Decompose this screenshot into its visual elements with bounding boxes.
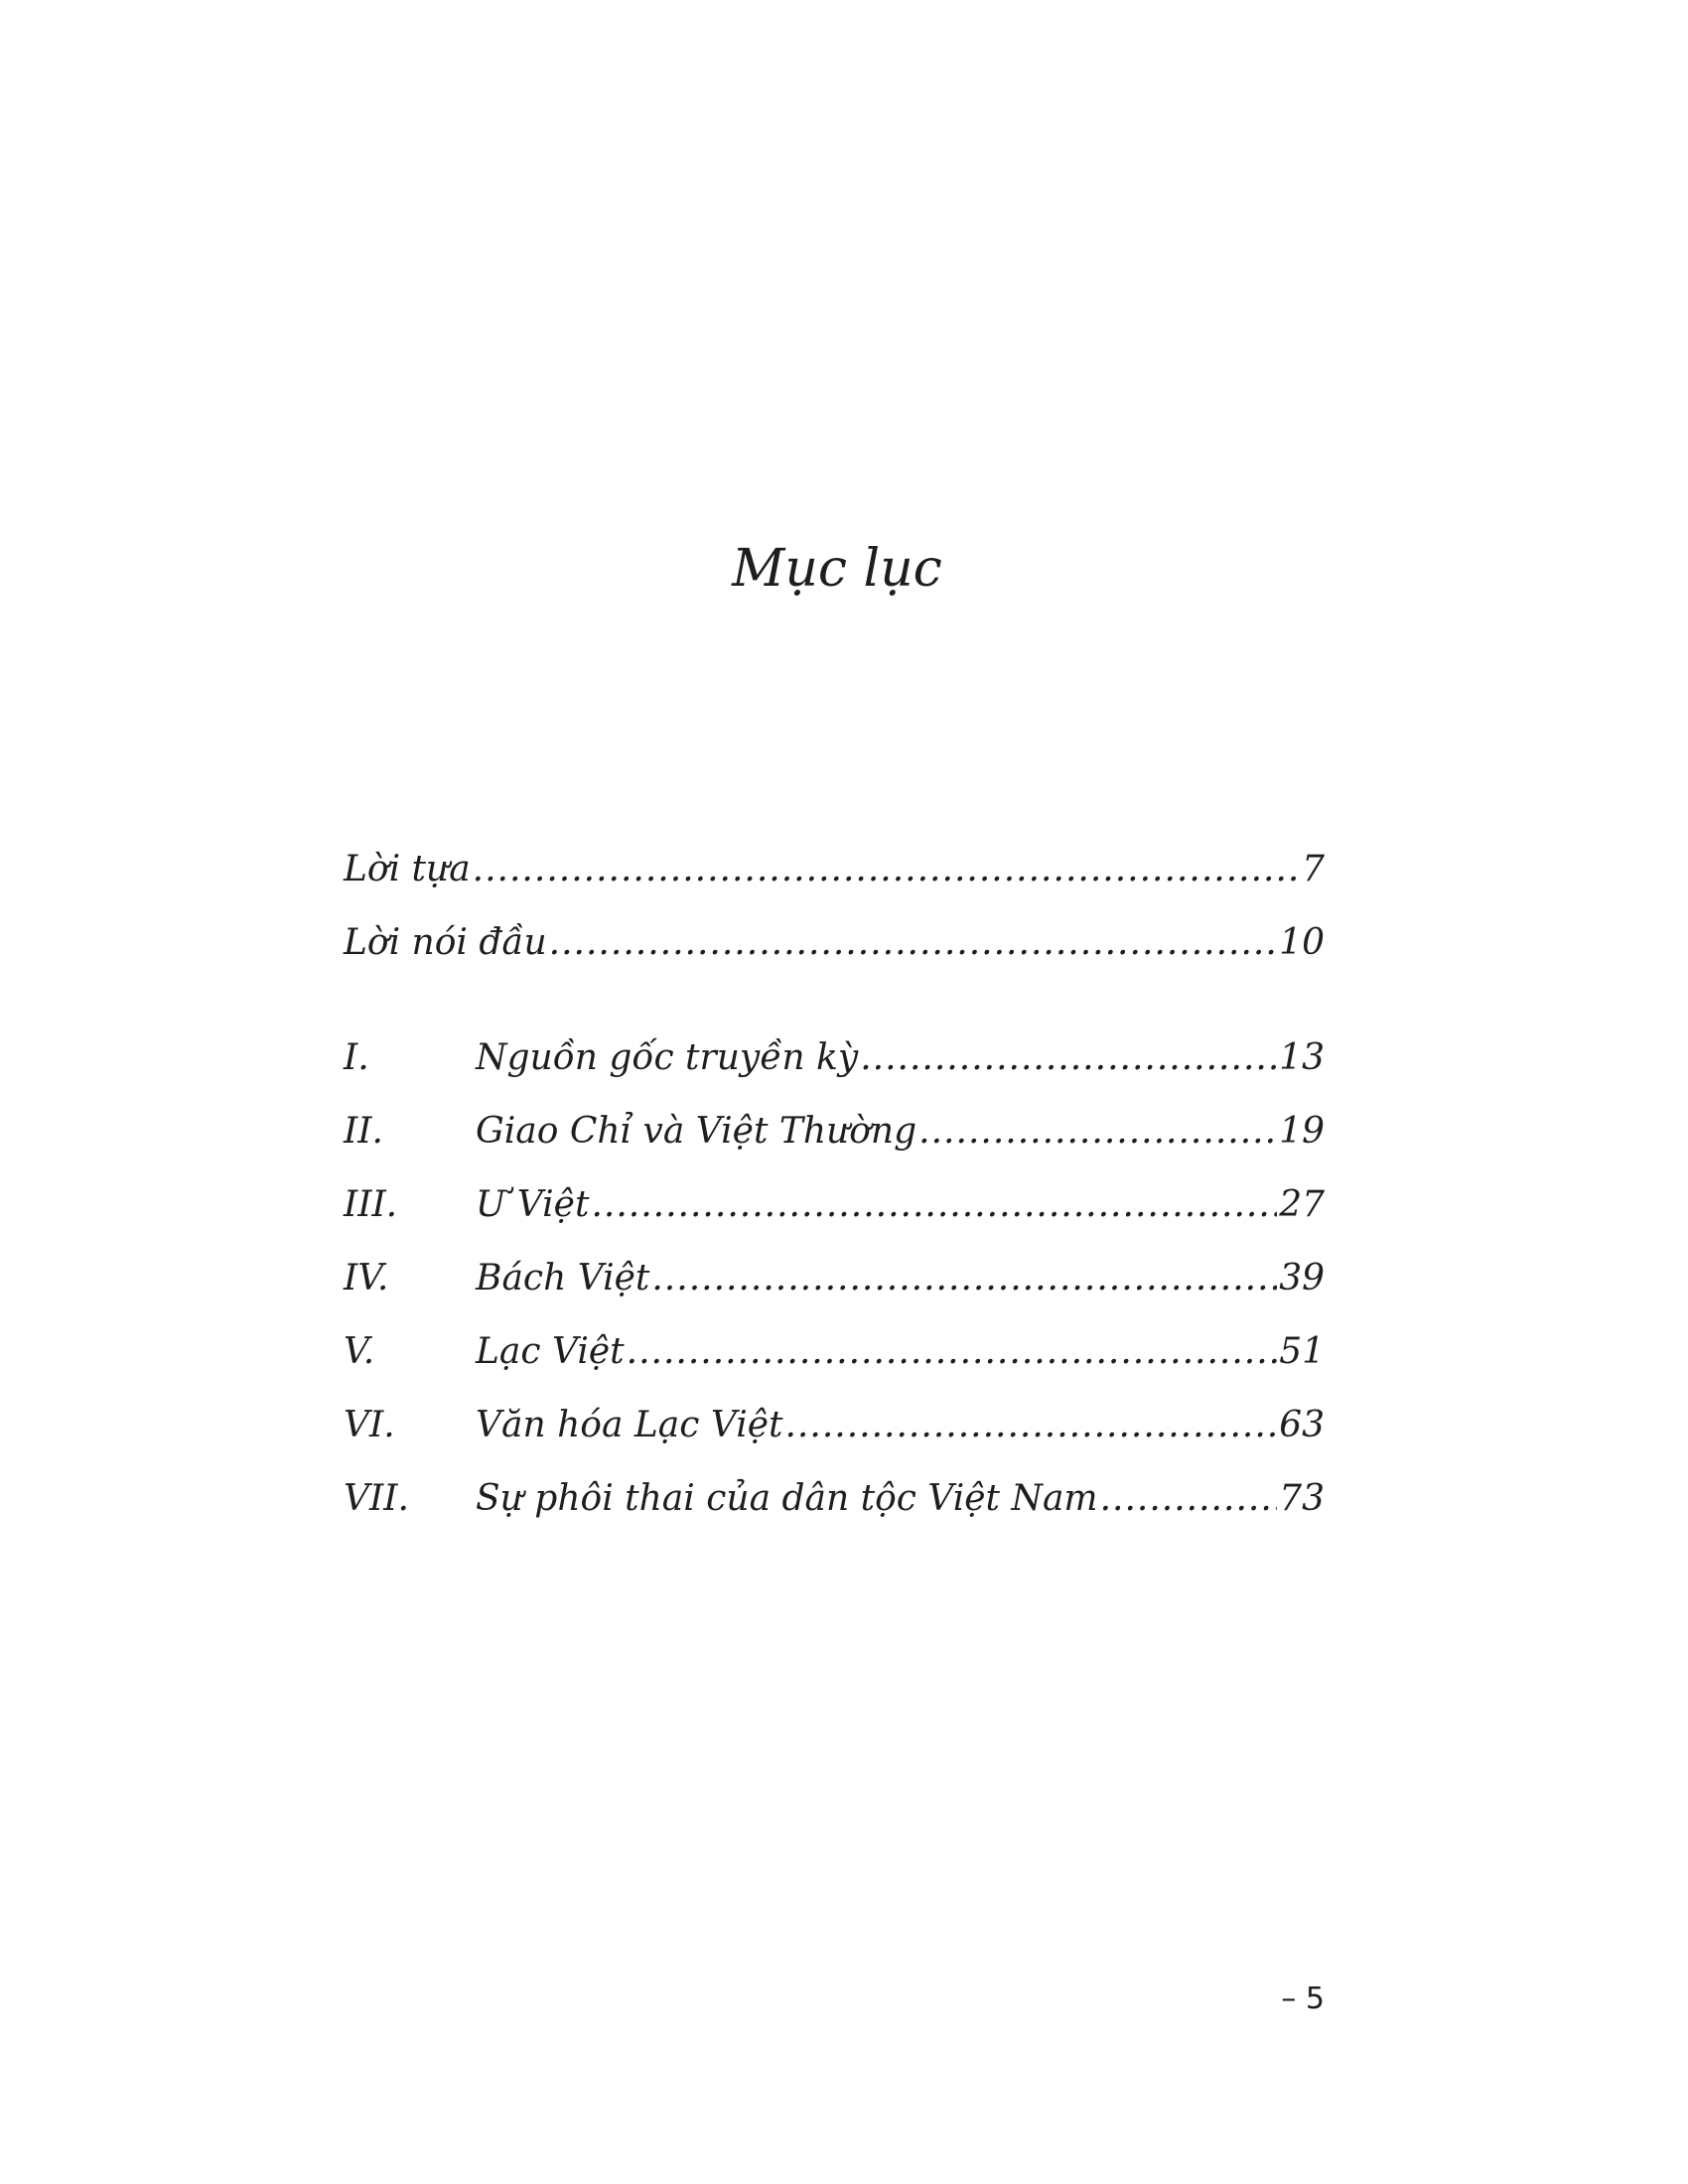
toc-entry-chapter-5[interactable] [344,1326,1325,1378]
chapter-number: IV. [344,1258,389,1298]
toc-entry-label: Ư Việt [476,1184,590,1225]
toc-entry-page-number: 51 [1279,1331,1325,1372]
chapter-number: VI. [344,1405,395,1445]
dot-leader [651,1253,1277,1304]
toc-entry-page-number: 27 [1279,1184,1325,1225]
toc-entry-chapter-2[interactable] [344,1106,1325,1158]
dot-leader [918,1106,1277,1158]
toc-entry-loi-noi-dau[interactable] [344,917,1325,969]
toc-entry-page-number: 39 [1279,1258,1325,1298]
chapter-number: VII. [344,1478,409,1519]
toc-entry-loi-tua[interactable] [344,844,1325,895]
chapter-number: II. [344,1111,383,1152]
toc-entry-page-number: 13 [1279,1037,1325,1078]
toc-entry-label: Lời tựa [344,849,471,889]
dot-leader [473,844,1300,895]
page-title: Mục lục [732,539,942,599]
toc-entry-label: Nguồn gốc truyền kỳ [476,1037,859,1078]
chapter-number: V. [344,1331,375,1372]
dot-leader [784,1400,1277,1451]
toc-entry-page-number: 63 [1279,1405,1325,1445]
toc-entry-label: Văn hóa Lạc Việt [476,1405,783,1445]
chapter-number: III. [344,1184,398,1225]
toc-entry-label: Giao Chỉ và Việt Thường [476,1111,917,1152]
page-number-footer: – 5 [1281,1981,1325,2016]
toc-entry-page-number: 73 [1279,1478,1325,1519]
dot-leader [1100,1473,1278,1525]
toc-entry-page-number: 19 [1279,1111,1325,1152]
toc-entry-label: Bách Việt [476,1258,650,1298]
toc-entry-chapter-1[interactable] [344,1032,1325,1084]
toc-entry-label: Sự phôi thai của dân tộc Việt Nam [476,1478,1098,1519]
toc-entry-chapter-7[interactable] [344,1473,1325,1525]
toc-entry-page-number: 10 [1279,922,1325,963]
dot-leader [627,1326,1278,1378]
toc-entry-label: Lời nói đầu [344,922,547,963]
toc-entry-chapter-6[interactable] [344,1400,1325,1451]
toc-entry-chapter-4[interactable] [344,1253,1325,1304]
toc-entry-chapter-3[interactable] [344,1179,1325,1231]
toc-entry-page-number: 7 [1302,849,1325,889]
toc-entry-label: Lạc Việt [476,1331,625,1372]
dot-leader [860,1032,1277,1084]
chapter-number: I. [344,1037,369,1078]
dot-leader [591,1179,1277,1231]
dot-leader [549,917,1278,969]
